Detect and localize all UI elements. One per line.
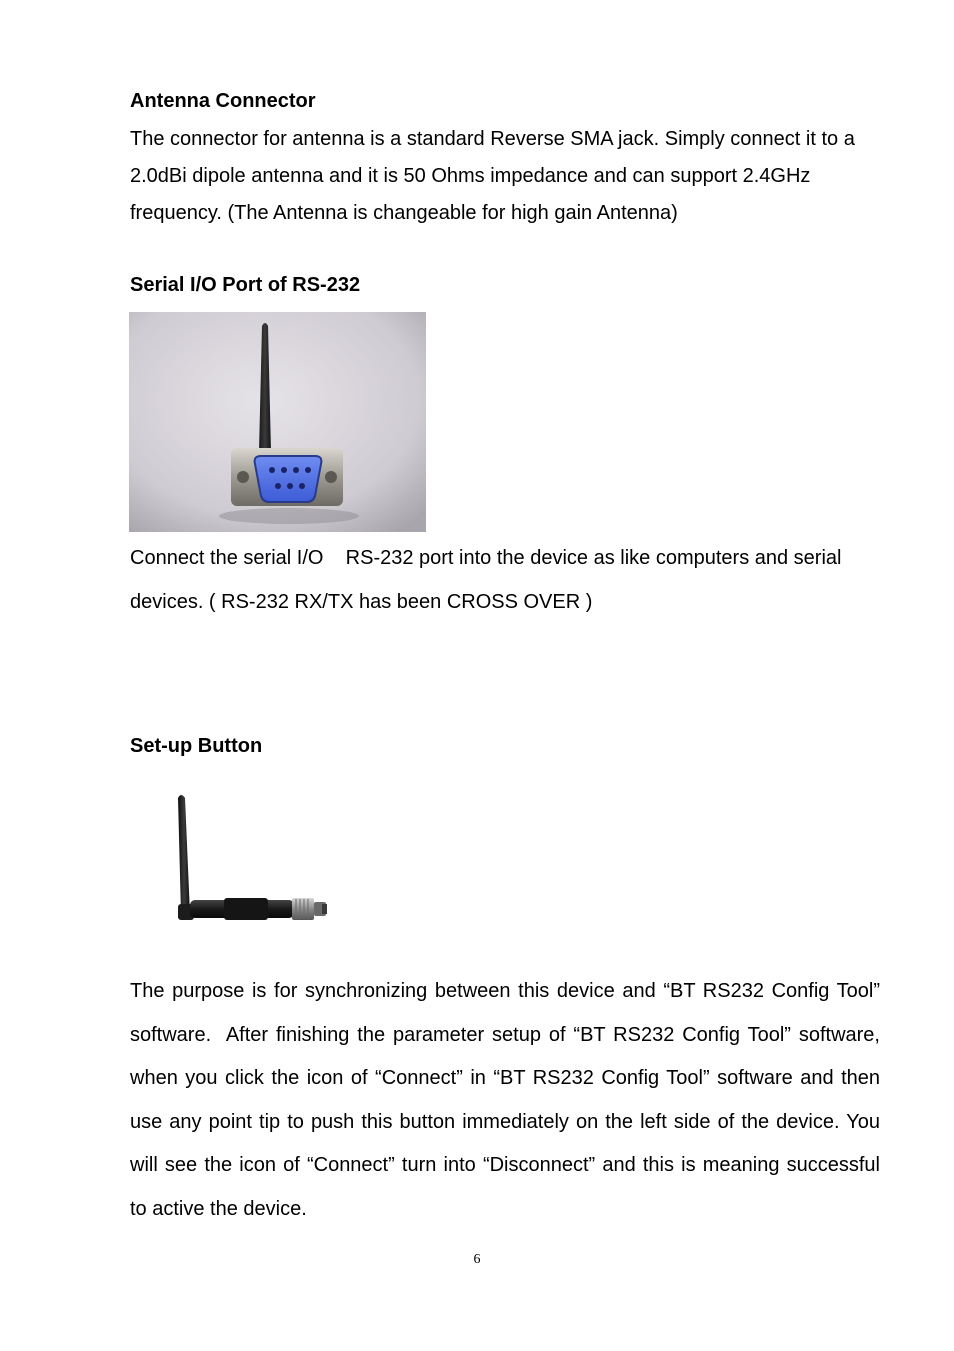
- serial-port-text: Connect the serial I/O RS-232 port into the device as like computers and serial devices. ( RS-232 RX/TX has been CROSS OVER ): [130, 547, 842, 613]
- serial-port-heading: Serial I/O Port of RS-232: [130, 274, 361, 296]
- rs232-connector-photo: [129, 312, 426, 532]
- antenna-connector-text: The connector for antenna is a standard Reverse SMA jack. Simply connect it to a 2.0dBi dipole antenna and it is 50 Ohms impedance and can support 2.4GHz frequency. (The Antenna is changeable for high gain Antenna): [130, 128, 855, 224]
- setup-button-heading: Set-up Button: [130, 735, 263, 757]
- antenna-connector-heading: Antenna Connector: [130, 90, 316, 112]
- setup-button-text: The purpose is for synchronizing between this device and “BT RS232 Config Tool” software. After finishing the parameter setup of “BT RS232 Config Tool” software, when you click the icon of “Connect” in “BT RS232 Config Tool” software and then use any point tip to push this button immediately on the left side of the device. You will see the icon of “Connect” turn into “Disconnect” and this is meaning successful to active the device.: [130, 980, 880, 1220]
- bluetooth-adapter-photo: [168, 788, 333, 928]
- page-number: 6: [473, 1252, 481, 1267]
